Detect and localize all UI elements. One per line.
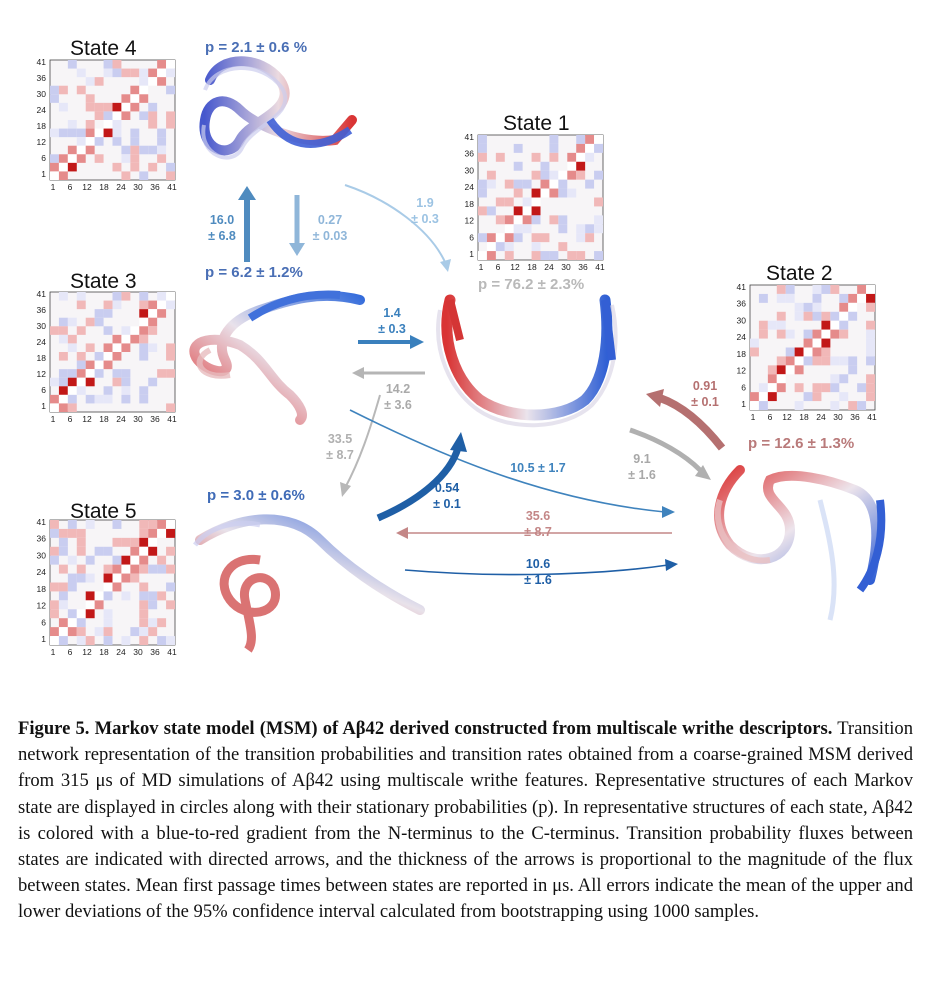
x-tick-label: 18: [99, 182, 109, 192]
x-tick-label: 41: [167, 414, 177, 424]
x-tick-label: 1: [50, 182, 56, 192]
x-tick-label: 24: [116, 647, 126, 657]
flux-error: ± 0.3: [378, 322, 406, 336]
arrow-3-to-2: [350, 410, 665, 512]
x-tick-label: 6: [67, 414, 73, 424]
state4-probability: p = 2.1 ± 0.6 %: [205, 39, 308, 56]
state4-structure: [203, 61, 352, 157]
y-tick-label: 6: [469, 232, 474, 243]
x-tick-label: 24: [116, 414, 126, 424]
flux-value: 0.54: [434, 481, 460, 495]
y-tick-label: 30: [736, 315, 746, 326]
y-tick-label: 1: [741, 399, 746, 409]
y-tick-label: 1: [41, 634, 46, 644]
y-tick-label: 24: [464, 182, 474, 193]
figure-caption: [18, 716, 913, 926]
state5-title: State 5: [70, 500, 137, 523]
x-tick-label: 6: [767, 412, 773, 422]
y-tick-label: 41: [36, 289, 46, 299]
y-tick-label: 6: [41, 385, 46, 395]
flux-value: 10.5 ± 1.7: [510, 461, 566, 475]
flux-value: 10.6: [525, 557, 551, 571]
state1-contact-map: [465, 132, 605, 272]
x-tick-label: 30: [133, 414, 143, 424]
y-tick-label: 36: [736, 298, 746, 309]
x-tick-label: 12: [82, 182, 92, 192]
state4-contact-map: [37, 57, 177, 192]
x-tick-label: 1: [478, 262, 484, 272]
flux-value: 1.9: [416, 196, 434, 210]
state3-title: State 3: [70, 270, 137, 293]
y-tick-label: 36: [36, 73, 46, 83]
y-tick-label: 18: [36, 353, 46, 363]
flux-value: 35.6: [525, 509, 551, 523]
label-t4to1: [411, 196, 439, 226]
y-tick-label: 6: [41, 617, 46, 628]
y-tick-label: 24: [36, 105, 46, 115]
flux-error: ± 0.3: [411, 212, 439, 226]
label-t2to1: [691, 379, 719, 409]
y-tick-label: 30: [36, 550, 46, 561]
state3-probability: p = 6.2 ± 1.2%: [205, 264, 303, 281]
x-tick-label: 36: [150, 647, 160, 657]
y-tick-label: 18: [736, 348, 746, 359]
x-tick-label: 12: [82, 647, 92, 657]
caption-title: Figure 5. Markov state model (MSM) of Aβ42 derived constructed from multiscale writhe descriptors.: [18, 718, 833, 739]
x-tick-label: 1: [50, 647, 56, 657]
state2-probability: p = 12.6 ± 1.3%: [748, 435, 855, 452]
flux-value: 14.2: [385, 382, 411, 396]
flux-value: 33.5: [327, 432, 353, 446]
x-tick-label: 24: [816, 412, 826, 422]
flux-error: ± 0.1: [433, 497, 461, 511]
x-tick-label: 12: [510, 262, 520, 272]
flux-value: 16.0: [209, 213, 235, 227]
state5-structure: [195, 519, 420, 650]
flux-error: ± 8.7: [524, 525, 552, 539]
state2-contact-map: [737, 282, 877, 422]
label-t1to2: [628, 452, 656, 482]
y-tick-label: 24: [36, 337, 46, 347]
y-tick-label: 1: [41, 169, 46, 179]
y-tick-label: 12: [36, 369, 46, 379]
y-tick-label: 18: [36, 121, 46, 131]
flux-error: ± 3.6: [384, 398, 412, 412]
flux-error: ± 0.03: [312, 229, 348, 243]
y-tick-label: 6: [41, 153, 46, 163]
x-tick-label: 12: [782, 412, 792, 422]
y-tick-label: 36: [464, 148, 474, 159]
flux-value: 1.4: [383, 306, 401, 320]
state5-contact-map: [37, 517, 177, 657]
label-t3to2: [510, 461, 566, 475]
x-tick-label: 18: [99, 647, 109, 657]
x-tick-label: 1: [750, 412, 756, 422]
y-tick-label: 1: [41, 401, 46, 411]
y-tick-label: 41: [464, 132, 474, 142]
state1-title: State 1: [503, 112, 570, 135]
y-tick-label: 41: [36, 517, 46, 527]
x-tick-label: 36: [578, 262, 588, 272]
label-t3to4: [208, 213, 236, 243]
state2-structure: [718, 470, 882, 620]
x-tick-label: 36: [850, 412, 860, 422]
x-tick-label: 18: [799, 412, 809, 422]
flux-error: ± 0.1: [691, 395, 719, 409]
x-tick-label: 6: [67, 182, 73, 192]
x-tick-label: 36: [150, 414, 160, 424]
y-tick-label: 12: [36, 137, 46, 147]
x-tick-label: 1: [50, 414, 56, 424]
x-tick-label: 41: [867, 412, 877, 422]
y-tick-label: 24: [36, 567, 46, 578]
y-tick-label: 30: [36, 89, 46, 99]
state1-probability: p = 76.2 ± 2.3%: [478, 276, 585, 293]
label-t3to5: [326, 432, 354, 462]
y-tick-label: 6: [741, 382, 746, 393]
flux-value: 0.27: [317, 213, 343, 227]
y-tick-label: 36: [36, 533, 46, 544]
caption-body: Transition network representation of the transition probabilities and transition rates obtained from a coarse-grained MSM derived from 315 μs of MD simulations of Aβ42 using multiscale writhe features. Representative structures of each Markov state are displayed in circles along with their stationary probabilities (p). In representative structures of each state, Aβ42 is colored with a blue-to-red gradient from the N-terminus to the C-terminus. Transition probability fluxes between states are indicated with directed arrows, and the thickness of the arrows is proportional to the magnitude of the flux between states. Mean first passage times between states are reported in μs. All errors indicate the mean of the upper and lower deviations of the 95% confidence interval calculated from bootstrapping using 1000 samples.: [18, 718, 914, 923]
y-tick-label: 24: [736, 332, 746, 343]
flux-error: ± 8.7: [326, 448, 354, 462]
y-tick-label: 36: [36, 305, 46, 315]
label-t3to1: [378, 306, 406, 336]
x-tick-label: 36: [150, 182, 160, 192]
label-t5to1: [433, 481, 461, 511]
x-tick-label: 24: [544, 262, 554, 272]
y-tick-label: 1: [469, 249, 474, 259]
label-t1to3: [384, 382, 412, 412]
y-tick-label: 12: [464, 215, 474, 226]
label-t5to2: [524, 557, 552, 587]
state4-title: State 4: [70, 37, 137, 60]
x-tick-label: 18: [527, 262, 537, 272]
flux-value: 9.1: [633, 452, 651, 466]
label-t4to3: [313, 213, 348, 243]
state3-structure: [194, 295, 360, 420]
x-tick-label: 18: [99, 414, 109, 424]
x-tick-label: 30: [133, 647, 143, 657]
x-tick-label: 30: [833, 412, 843, 422]
x-tick-label: 41: [167, 647, 177, 657]
label-t2to5: [524, 509, 552, 539]
flux-error: ± 6.8: [208, 229, 236, 243]
x-tick-label: 6: [67, 647, 73, 657]
state3-contact-map: [37, 289, 177, 424]
x-tick-label: 30: [133, 182, 143, 192]
y-tick-label: 30: [36, 321, 46, 331]
x-tick-label: 12: [82, 414, 92, 424]
x-tick-label: 41: [595, 262, 605, 272]
x-tick-label: 6: [495, 262, 501, 272]
y-tick-label: 12: [736, 365, 746, 376]
flux-error: ± 1.6: [524, 573, 552, 587]
state1-structure: [438, 300, 615, 425]
y-tick-label: 12: [36, 600, 46, 611]
flux-value: 0.91: [692, 379, 718, 393]
y-tick-label: 18: [36, 583, 46, 594]
x-tick-label: 41: [167, 182, 177, 192]
y-tick-label: 41: [36, 57, 46, 67]
x-tick-label: 24: [116, 182, 126, 192]
x-tick-label: 30: [561, 262, 571, 272]
y-tick-label: 30: [464, 165, 474, 176]
y-tick-label: 41: [736, 282, 746, 292]
state2-title: State 2: [766, 262, 833, 285]
y-tick-label: 18: [464, 198, 474, 209]
flux-error: ± 1.6: [628, 468, 656, 482]
state5-probability: p = 3.0 ± 0.6%: [207, 487, 305, 504]
